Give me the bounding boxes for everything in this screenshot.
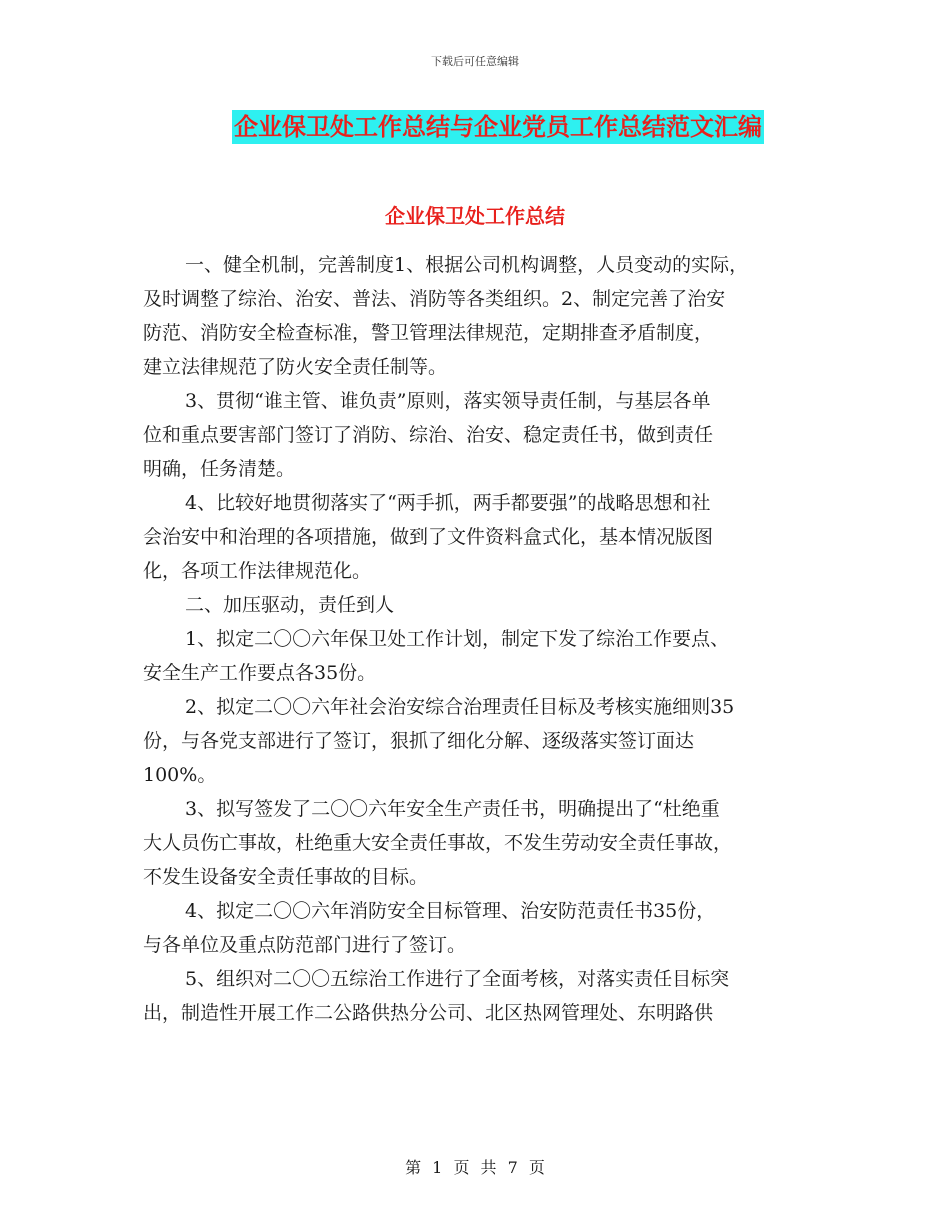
main-title-container <box>0 110 950 144</box>
text-line: 安全生产工作要点各35份。 <box>143 662 377 684</box>
text-line: 2、拟定二〇〇六年社会治安综合治理责任目标及考核实施细则35 <box>185 696 735 718</box>
text-line: 不发生设备安全责任事故的目标。 <box>143 866 429 888</box>
text-line: 4、比较好地贯彻落实了“两手抓，两手都要强”的战略思想和社 <box>185 492 711 514</box>
text-line: 防范、消防安全检查标准，警卫管理法律规范，定期排查矛盾制度， <box>143 322 714 344</box>
main-title: 企业保卫处工作总结与企业党员工作总结范文汇编 <box>232 110 764 144</box>
body-text <box>143 248 813 1030</box>
text-line: 3、拟写签发了二〇〇六年安全生产责任书，明确提出了“杜绝重 <box>185 798 720 820</box>
page-footer: 第 1 页 共 7 页 <box>405 1158 545 1177</box>
text-line: 与各单位及重点防范部门进行了签订。 <box>143 934 467 956</box>
text-line: 1、拟定二〇〇六年保卫处工作计划，制定下发了综治工作要点、 <box>185 628 730 650</box>
header-note: 下载后可任意编辑 <box>431 55 519 68</box>
text-line: 大人员伤亡事故，杜绝重大安全责任事故，不发生劳动安全责任事故， <box>143 832 733 854</box>
text-line: 出，制造性开展工作二公路供热分公司、北区热网管理处、东明路供 <box>143 1002 714 1024</box>
text-line: 位和重点要害部门签订了消防、综治、治安、稳定责任书，做到责任 <box>143 424 714 446</box>
text-line: 份，与各党支部进行了签订，狠抓了细化分解、逐级落实签订面达 <box>143 730 695 752</box>
text-line: 明确，任务清楚。 <box>143 458 296 480</box>
section-title: 企业保卫处工作总结 <box>385 204 565 228</box>
text-line: 建立法律规范了防火安全责任制等。 <box>143 356 448 378</box>
text-line: 及时调整了综治、治安、普法、消防等各类组织。2、制定完善了治安 <box>143 288 726 310</box>
text-line: 一、健全机制，完善制度1、根据公司机构调整，人员变动的实际， <box>185 254 749 276</box>
text-line: 会治安中和治理的各项措施，做到了文件资料盒式化，基本情况版图 <box>143 526 714 548</box>
text-line: 化，各项工作法律规范化。 <box>143 560 372 582</box>
text-line: 5、组织对二〇〇五综治工作进行了全面考核，对落实责任目标突 <box>185 968 730 990</box>
text-line: 3、贯彻“谁主管、谁负责”原则，落实领导责任制，与基层各单 <box>185 390 711 412</box>
text-line: 100%。 <box>143 764 217 786</box>
text-line: 二、加压驱动，责任到人 <box>185 594 395 616</box>
text-line: 4、拟定二〇〇六年消防安全目标管理、治安防范责任书35份， <box>185 900 716 922</box>
